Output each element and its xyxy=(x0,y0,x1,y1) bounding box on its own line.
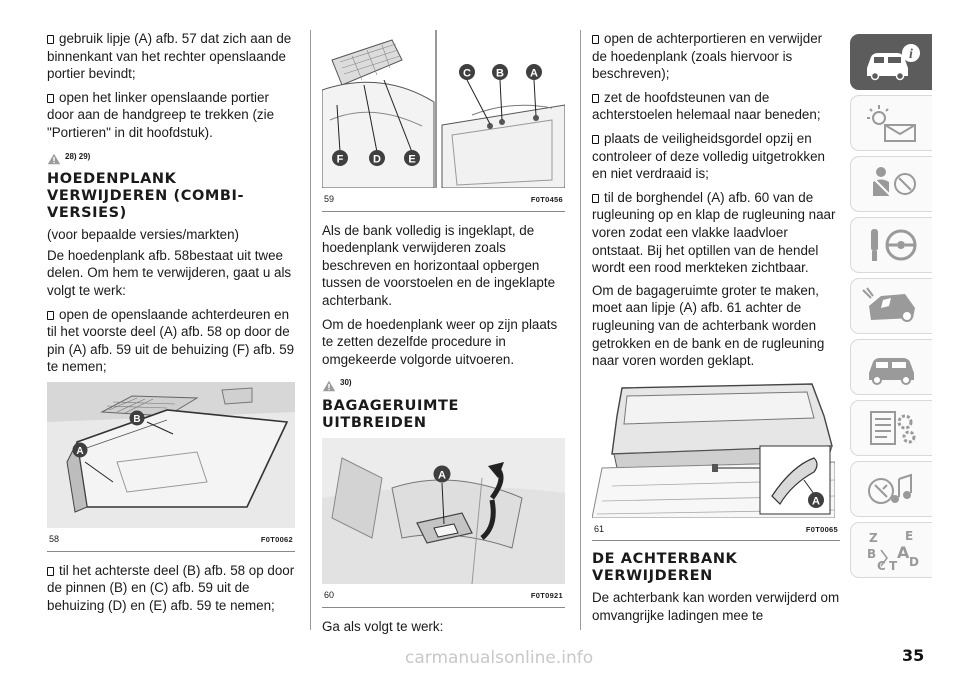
tab-emergency[interactable] xyxy=(850,278,932,334)
warning-refs: 28) 29) xyxy=(65,151,91,161)
section-heading: HOEDENPLANK VERWIJDEREN (COMBI-VERSIES) xyxy=(47,171,245,222)
intro-text: De hoedenplank afb. 58bestaat uit twee delen. Om hem te verwijderen, gaat u als volgt te werk: xyxy=(47,247,292,298)
seat-lever-illustration xyxy=(322,438,565,584)
callout-label: B xyxy=(496,67,504,80)
callout-label: B xyxy=(133,413,141,425)
warning-lights-envelope-icon xyxy=(861,103,923,143)
figure-58 xyxy=(47,382,295,552)
bullet-square-icon xyxy=(47,35,54,44)
warning-triangle-icon xyxy=(47,153,61,165)
bullet-square-icon xyxy=(592,135,599,144)
figure-59 xyxy=(322,30,565,212)
callout-label: C xyxy=(463,67,471,80)
step-text: zet de hoofdsteunen van de achterstoelen helemaal naar beneden; xyxy=(592,89,821,123)
svg-text:i: i xyxy=(908,47,913,62)
bullet-square-icon xyxy=(592,35,599,44)
watermark: carmanualsonline.info xyxy=(405,648,594,668)
bullet-square-icon xyxy=(592,194,599,203)
tab-multimedia[interactable] xyxy=(850,461,932,517)
figure-number: 60 xyxy=(324,589,335,600)
index-letter: A xyxy=(896,543,909,562)
column-divider xyxy=(310,30,311,630)
figure-caption xyxy=(322,584,565,607)
step-item xyxy=(592,89,840,124)
car-info-icon xyxy=(861,42,923,82)
alphabet-index-icon xyxy=(861,528,923,572)
step-text: gebruik lipje (A) afb. 57 dat zich aan de binnenkant van het rechter openslaande portier bevindt; xyxy=(47,31,292,82)
subtitle: (voor bepaalde versies/markten) xyxy=(47,227,240,243)
tab-safety[interactable] xyxy=(850,156,932,212)
callout-label: A xyxy=(530,67,538,80)
index-letter: E xyxy=(904,529,913,543)
callout-label: F xyxy=(336,153,344,166)
warning-reference xyxy=(47,148,295,166)
callout-label: A xyxy=(76,445,84,457)
step-item xyxy=(47,30,295,83)
warning-reference xyxy=(322,374,565,392)
section-heading: BAGAGERUIMTE UITBREIDEN xyxy=(322,397,459,431)
figure-number: 58 xyxy=(49,533,60,544)
step-text: til het achterste deel (B) afb. 58 op door de pinnen (B) en (C) afb. 59 uit de behuizing (D) en (E) afb. 59 te nemen; xyxy=(47,562,295,613)
bullet-square-icon xyxy=(47,567,54,576)
index-letter: B xyxy=(866,547,876,561)
document-gears-icon xyxy=(861,408,923,448)
tab-car-info[interactable] xyxy=(850,34,932,90)
index-letter: D xyxy=(908,555,919,569)
callout-label: D xyxy=(373,153,381,166)
step-item xyxy=(592,189,840,277)
step-item xyxy=(47,306,295,376)
step-item xyxy=(47,562,295,615)
body-paragraph: Om de bagageruimte groter te maken, moet aan lipje (A) afb. 61 achter de rugleuning van de achterbank worden getrokken en de bank en de rugleuning naar voren worden geklapt. xyxy=(592,282,825,369)
column-3 xyxy=(592,30,840,630)
figure-code: F0T0921 xyxy=(530,590,563,600)
figure-60 xyxy=(322,438,565,608)
figure-number: 61 xyxy=(594,523,605,534)
callout-label: A xyxy=(438,469,446,482)
seatbelt-airbag-icon xyxy=(861,164,923,204)
rear-seat-fold-illustration xyxy=(592,376,835,518)
body-paragraph: Als de bank volledig is ingeklapt, de hoedenplank verwijderen zoals beschreven en horizontaal opbergen tussen de voorstoelen en de ingeklapte achterbank. xyxy=(322,222,556,308)
parcel-shelf-pins-illustration xyxy=(322,30,565,188)
car-crash-icon xyxy=(861,286,923,326)
tab-starting-driving[interactable] xyxy=(850,217,932,273)
step-item xyxy=(47,89,295,142)
column-2 xyxy=(322,30,565,641)
page-number: 35 xyxy=(902,646,925,665)
figure-code: F0T0456 xyxy=(530,195,563,204)
index-letter: C xyxy=(876,559,886,572)
parcel-shelf-illustration xyxy=(47,382,295,528)
section-heading: DE ACHTERBANK VERWIJDEREN xyxy=(592,551,738,585)
body-paragraph: De achterbank kan worden verwijderd om omvangrijke ladingen mee te xyxy=(592,590,840,623)
figure-caption xyxy=(47,528,295,551)
step-item xyxy=(592,130,840,183)
figure-61 xyxy=(592,376,840,542)
step-text: open de achterportieren en verwijder de hoedenplank (zoals hiervoor is beschreven); xyxy=(592,31,823,82)
index-letter: Z xyxy=(868,531,878,545)
step-text: open het linker openslaande portier door aan de handgreep te trekken (zie "Portieren" in dit hoofdstuk). xyxy=(47,89,275,140)
key-steering-wheel-icon xyxy=(861,225,923,265)
tab-index[interactable] xyxy=(850,522,932,578)
bullet-square-icon xyxy=(47,311,54,320)
body-paragraph: Ga als volgt te werk: xyxy=(322,618,444,634)
step-text: open de openslaande achterdeuren en til het voorste deel (A) afb. 58 op door de pin (A) afb. 59 uit de behuizing (F) afb. 59 te nemen; xyxy=(47,306,295,375)
tab-technical-data[interactable] xyxy=(850,400,932,456)
tab-maintenance[interactable] xyxy=(850,339,932,395)
bullet-square-icon xyxy=(47,94,54,103)
figure-code: F0T0062 xyxy=(260,534,293,544)
figure-caption xyxy=(322,188,565,211)
column-1 xyxy=(47,30,295,620)
body-paragraph: Om de hoedenplank weer op zijn plaats te zetten dezelfde procedure in omgekeerde volgorde uitvoeren. xyxy=(322,316,558,367)
car-maintenance-icon xyxy=(861,347,923,387)
step-text: til de borghendel (A) afb. 60 van de rugleuning op en klap de rugleuning naar voren zodat een vlakke laadvloer ontstaat. Bij het optillen van de hendel wordt een rood merkteken zichtbaar. xyxy=(592,189,836,276)
figure-number: 59 xyxy=(324,194,335,204)
warning-refs: 30) xyxy=(340,378,352,388)
figure-code: F0T0065 xyxy=(805,524,838,534)
step-item xyxy=(592,30,840,83)
wrench-music-icon xyxy=(861,469,923,509)
column-divider xyxy=(580,30,581,630)
tab-warning-lights[interactable] xyxy=(850,95,932,151)
callout-label: E xyxy=(408,153,416,166)
step-text: plaats de veiligheidsgordel opzij en controleer of deze volledig uitgetrokken en niet verdraaid is; xyxy=(592,130,825,182)
bullet-square-icon xyxy=(592,94,599,103)
callout-label: A xyxy=(812,495,820,508)
chapter-sidebar xyxy=(850,34,932,583)
index-letter: T xyxy=(888,559,897,572)
warning-triangle-icon xyxy=(322,380,336,392)
figure-caption xyxy=(592,518,840,541)
